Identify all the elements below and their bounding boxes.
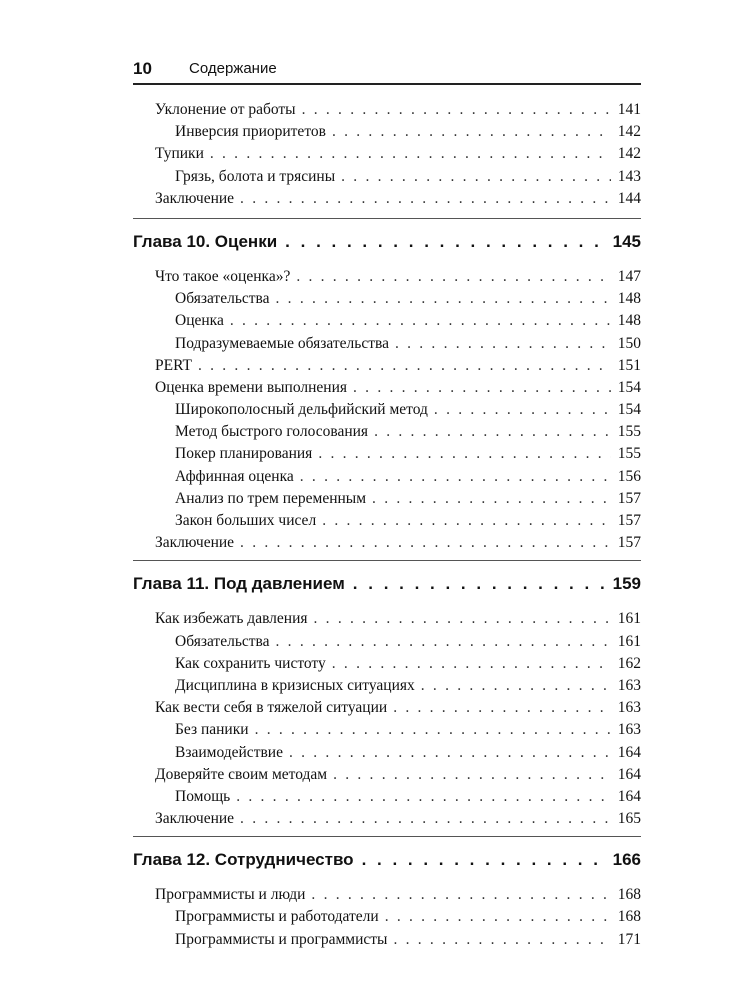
top-entries xyxy=(133,101,641,212)
dot-leader xyxy=(393,931,611,949)
toc-entry-page: 171 xyxy=(617,930,641,948)
chapter-page: 159 xyxy=(612,574,641,594)
dot-leader xyxy=(198,357,611,375)
toc-entry[interactable] xyxy=(133,886,641,908)
dot-leader xyxy=(302,101,611,119)
toc-entry-page: 148 xyxy=(617,312,641,330)
toc-entry-page: 141 xyxy=(617,101,641,118)
toc-entry-title: Анализ по трем переменным xyxy=(175,489,367,507)
toc-entry[interactable] xyxy=(133,379,641,401)
toc-entry-title: Доверяйте своим методам xyxy=(155,765,328,783)
dot-leader xyxy=(314,610,611,628)
toc-entry[interactable] xyxy=(133,312,641,334)
toc-entry[interactable] xyxy=(133,633,641,655)
dot-leader xyxy=(341,168,611,186)
dot-leader xyxy=(296,268,611,286)
toc-entry[interactable] xyxy=(133,810,641,832)
toc-entry-title: Программисты и программисты xyxy=(175,930,388,948)
dot-leader xyxy=(362,850,609,870)
dot-leader xyxy=(300,468,611,486)
dot-leader xyxy=(333,766,611,784)
running-header xyxy=(133,55,641,85)
toc-entry[interactable] xyxy=(133,335,641,357)
toc-entry-title: Грязь, болота и трясины xyxy=(175,167,336,185)
toc-entry-page: 157 xyxy=(617,489,641,507)
dot-leader xyxy=(372,490,611,508)
toc-entry-page: 168 xyxy=(617,886,641,904)
dot-leader xyxy=(353,574,609,594)
toc-entry[interactable] xyxy=(133,123,641,145)
dot-leader xyxy=(236,788,611,806)
toc-entry-title: Как сохранить чистоту xyxy=(175,654,326,672)
toc-entry[interactable] xyxy=(133,145,641,167)
toc-entry-page: 142 xyxy=(617,145,641,163)
toc-entry-title: Аффинная оценка xyxy=(175,467,294,485)
chapter-entries xyxy=(133,268,641,556)
dot-leader xyxy=(332,123,611,141)
toc-entry-page: 143 xyxy=(617,167,641,185)
toc-entry[interactable] xyxy=(133,357,641,379)
toc-entry-title: Оценка времени выполнения xyxy=(155,378,348,396)
toc-entry-title: Без паники xyxy=(175,721,249,739)
toc-entry[interactable] xyxy=(133,788,641,810)
dot-leader xyxy=(434,401,611,419)
dot-leader xyxy=(240,534,611,552)
toc-entry[interactable] xyxy=(133,699,641,721)
toc-entry-title: Покер планирования xyxy=(175,445,313,463)
toc-entry[interactable] xyxy=(133,468,641,490)
toc-entry-page: 168 xyxy=(617,908,641,926)
toc-entry-title: Заключение xyxy=(155,810,235,828)
dot-leader xyxy=(353,379,611,397)
dot-leader xyxy=(240,190,611,208)
toc-entry-page: 164 xyxy=(617,743,641,761)
toc-entry-page: 147 xyxy=(617,267,641,285)
chapter-divider xyxy=(133,218,641,219)
toc-entry-page: 148 xyxy=(617,290,641,308)
toc-entry-title: Программисты и люди xyxy=(155,886,306,904)
toc-entry-title: Дисциплина в кризисных ситуациях xyxy=(175,676,415,694)
toc-entry-page: 161 xyxy=(617,632,641,650)
dot-leader xyxy=(276,290,611,308)
toc-entry-page: 161 xyxy=(617,610,641,628)
toc-entry-title: Заключение xyxy=(155,534,235,552)
toc-entry-page: 154 xyxy=(617,378,641,396)
toc-entry-page: 150 xyxy=(617,334,641,352)
toc-entry-title: Программисты и работодатели xyxy=(175,908,379,926)
toc-entry[interactable] xyxy=(133,423,641,445)
toc-entry[interactable] xyxy=(133,610,641,632)
chapter-title: Глава 10. Оценки xyxy=(133,231,278,251)
toc-entry-title: Обязательства xyxy=(175,290,270,308)
chapter-page: 145 xyxy=(612,231,641,251)
toc-entry[interactable] xyxy=(133,190,641,212)
toc-entry[interactable] xyxy=(133,721,641,743)
chapter-heading[interactable] xyxy=(133,563,641,605)
toc-entry-title: Оценка xyxy=(175,312,224,330)
toc-entry[interactable] xyxy=(133,677,641,699)
dot-leader xyxy=(385,908,611,926)
chapter-title: Глава 11. Под давлением xyxy=(133,574,345,594)
chapter-title: Глава 12. Сотрудничество xyxy=(133,850,354,870)
toc-entry-page: 154 xyxy=(617,401,641,419)
toc-entry-page: 157 xyxy=(617,534,641,552)
chapter-entries xyxy=(133,610,641,832)
toc-entry-title: Инверсия приоритетов xyxy=(175,123,326,141)
toc-entry[interactable] xyxy=(133,534,641,556)
toc-entry-title: Уклонение от работы xyxy=(155,101,296,118)
dot-leader xyxy=(230,312,611,330)
toc-entry[interactable] xyxy=(133,908,641,930)
section-title: Содержание xyxy=(189,60,277,77)
toc-entry[interactable] xyxy=(133,766,641,788)
toc-entry-title: Широкополосный дельфийский метод xyxy=(175,401,428,419)
dot-leader xyxy=(322,512,611,530)
toc-entry-page: 164 xyxy=(617,787,641,805)
toc-entry-page: 165 xyxy=(617,810,641,828)
dot-leader xyxy=(285,232,608,252)
dot-leader xyxy=(393,699,611,717)
toc-entry-title: Что такое «оценка»? xyxy=(155,267,291,285)
toc-entry-title: Закон больших чисел xyxy=(175,512,317,529)
toc-entry-page: 162 xyxy=(617,654,641,672)
toc-entry-page: 151 xyxy=(617,356,641,374)
dot-leader xyxy=(240,810,611,828)
chapter-divider xyxy=(133,560,641,561)
toc-entry-title: Подразумеваемые обязательства xyxy=(175,334,389,352)
toc-entry[interactable] xyxy=(133,512,641,534)
toc-entry-page: 142 xyxy=(617,123,641,141)
dot-leader xyxy=(255,721,611,739)
page-number: 10 xyxy=(133,59,152,78)
toc-entry-page: 156 xyxy=(617,467,641,485)
toc-entry-page: 163 xyxy=(617,676,641,694)
dot-leader xyxy=(332,655,611,673)
toc-entry-title: Тупики xyxy=(155,145,204,163)
toc-entry-page: 163 xyxy=(617,721,641,739)
toc-entry-title: Помощь xyxy=(175,787,231,805)
toc-entry-page: 164 xyxy=(617,765,641,783)
toc-entry[interactable] xyxy=(133,931,641,953)
toc-entry-title: Заключение xyxy=(155,189,235,207)
chapter-heading[interactable] xyxy=(133,839,641,881)
chapter-page: 166 xyxy=(612,850,641,870)
toc-entry-title: Обязательства xyxy=(175,632,270,650)
dot-leader xyxy=(311,886,611,904)
toc-entry[interactable] xyxy=(133,101,641,123)
toc-entry[interactable] xyxy=(133,401,641,423)
dot-leader xyxy=(289,744,611,762)
toc-entry-page: 157 xyxy=(617,512,641,529)
chapter-divider xyxy=(133,836,641,837)
dot-leader xyxy=(395,335,611,353)
toc-entry-title: Как избежать давления xyxy=(155,610,308,628)
dot-leader xyxy=(210,145,611,163)
chapter-heading[interactable] xyxy=(133,221,641,263)
toc-entry[interactable] xyxy=(133,490,641,512)
toc-entry-title: Как вести себя в тяжелой ситуации xyxy=(155,699,388,717)
toc-entry-title: Взаимодействие xyxy=(175,743,283,761)
chapter-entries xyxy=(133,886,641,953)
toc-entry-title: PERT xyxy=(155,356,192,374)
toc-entry-title: Метод быстрого голосования xyxy=(175,423,369,441)
toc-entry-page: 155 xyxy=(617,423,641,441)
toc-entry[interactable] xyxy=(133,445,641,467)
toc-entry-page: 155 xyxy=(617,445,641,463)
toc-entry[interactable] xyxy=(133,290,641,312)
toc-entry-page: 163 xyxy=(617,699,641,717)
table-of-contents xyxy=(133,101,641,953)
dot-leader xyxy=(421,677,611,695)
dot-leader xyxy=(318,445,611,463)
dot-leader xyxy=(374,423,611,441)
toc-entry[interactable] xyxy=(133,268,641,290)
dot-leader xyxy=(276,633,611,651)
toc-entry[interactable] xyxy=(133,655,641,677)
toc-entry[interactable] xyxy=(133,744,641,766)
toc-entry-page: 144 xyxy=(617,189,641,207)
toc-entry[interactable] xyxy=(133,168,641,190)
